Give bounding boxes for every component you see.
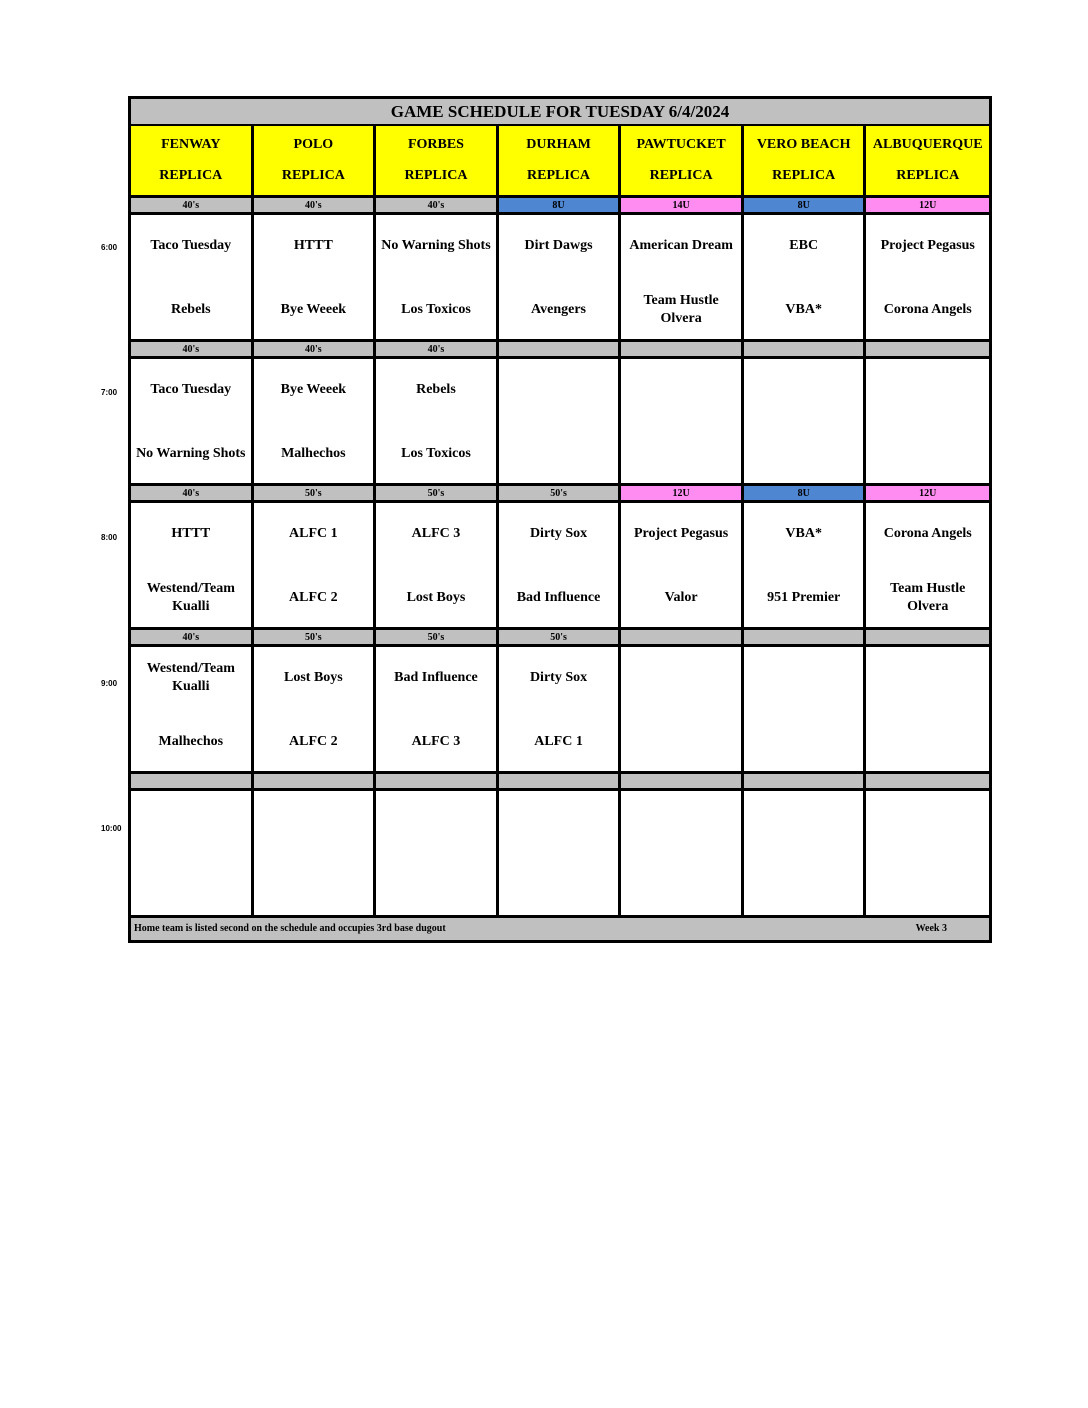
away-team: Bad Influence bbox=[394, 670, 478, 685]
field-sub: REPLICA bbox=[527, 167, 591, 183]
home-team bbox=[623, 866, 739, 906]
game-cell bbox=[866, 215, 989, 342]
division-badge bbox=[621, 342, 744, 359]
division-badge bbox=[254, 774, 377, 791]
field-name: POLO bbox=[293, 137, 334, 153]
away-team: Lost Boys bbox=[284, 670, 343, 685]
game-cell bbox=[131, 215, 254, 342]
game-cell bbox=[131, 503, 254, 630]
game-cell bbox=[744, 215, 867, 342]
division-badge bbox=[744, 630, 867, 647]
footer-note: Home team is listed second on the schedule and occupies 3rd base dugout bbox=[134, 923, 446, 934]
field-sub: REPLICA bbox=[281, 167, 345, 183]
away-team: ALFC 1 bbox=[289, 526, 338, 541]
division-badge: 14U bbox=[621, 198, 744, 215]
away-team: Taco Tuesday bbox=[150, 238, 232, 253]
field-header-fenway bbox=[131, 126, 254, 198]
game-cell bbox=[744, 647, 867, 774]
away-team bbox=[746, 370, 862, 410]
home-team: Los Toxicos bbox=[401, 446, 471, 461]
game-cell bbox=[499, 647, 622, 774]
division-badge: 50's bbox=[499, 486, 622, 503]
game-cell bbox=[254, 359, 377, 486]
time-label-10-00: 10:00 bbox=[101, 824, 122, 833]
away-team: VBA* bbox=[785, 526, 822, 541]
home-team: Valor bbox=[664, 590, 698, 605]
division-badge: 12U bbox=[866, 486, 989, 503]
division-badge bbox=[866, 630, 989, 647]
division-badge bbox=[744, 342, 867, 359]
home-team: Malhechos bbox=[281, 446, 346, 461]
field-sub: REPLICA bbox=[896, 167, 960, 183]
away-team: No Warning Shots bbox=[381, 238, 491, 253]
game-cell bbox=[621, 647, 744, 774]
home-team: VBA* bbox=[785, 302, 822, 317]
home-team: 951 Premier bbox=[767, 590, 841, 605]
field-sub: REPLICA bbox=[649, 167, 713, 183]
home-team: ALFC 2 bbox=[289, 734, 338, 749]
home-team: Corona Angels bbox=[883, 302, 972, 317]
field-sub: REPLICA bbox=[404, 167, 468, 183]
home-team: ALFC 1 bbox=[534, 734, 583, 749]
game-cell bbox=[621, 503, 744, 630]
game-cell bbox=[744, 503, 867, 630]
field-header-row bbox=[131, 126, 989, 198]
home-team: Westend/Team Kualli bbox=[146, 581, 235, 614]
division-badge: 8U bbox=[499, 198, 622, 215]
away-team: Westend/Team Kualli bbox=[146, 661, 235, 694]
game-cell bbox=[376, 503, 499, 630]
field-sub: REPLICA bbox=[159, 167, 223, 183]
field-name: FORBES bbox=[407, 137, 464, 153]
schedule-table bbox=[128, 96, 992, 943]
footer bbox=[131, 918, 989, 940]
division-badge: 50's bbox=[499, 630, 622, 647]
game-cell bbox=[866, 791, 989, 918]
division-badge bbox=[499, 342, 622, 359]
division-badge: 40's bbox=[131, 486, 254, 503]
division-row bbox=[131, 630, 989, 647]
away-team bbox=[868, 658, 987, 698]
home-team: Avengers bbox=[531, 302, 586, 317]
game-cell bbox=[866, 503, 989, 630]
game-cell bbox=[499, 215, 622, 342]
field-sub: REPLICA bbox=[772, 167, 836, 183]
home-team bbox=[623, 722, 739, 762]
field-name: FENWAY bbox=[161, 137, 221, 153]
home-team: Los Toxicos bbox=[401, 302, 471, 317]
time-slots bbox=[131, 198, 989, 918]
away-team: Taco Tuesday bbox=[150, 382, 232, 397]
away-team: Dirt Dawgs bbox=[524, 238, 593, 253]
away-team: Corona Angels bbox=[883, 526, 972, 541]
home-team bbox=[868, 434, 987, 474]
game-cell bbox=[621, 215, 744, 342]
game-cell bbox=[131, 359, 254, 486]
home-team: Bye Weeek bbox=[280, 302, 347, 317]
time-label-7-00: 7:00 bbox=[101, 388, 118, 397]
division-badge: 40's bbox=[131, 342, 254, 359]
away-team: Rebels bbox=[416, 382, 456, 397]
home-team bbox=[746, 722, 862, 762]
game-cell bbox=[499, 359, 622, 486]
division-badge bbox=[131, 774, 254, 791]
field-header-albuquerque bbox=[866, 126, 989, 198]
field-name: ALBUQUERQUE bbox=[872, 137, 983, 153]
game-cell bbox=[866, 647, 989, 774]
time-label-9-00: 9:00 bbox=[101, 679, 118, 688]
time-label-8-00: 8:00 bbox=[101, 533, 118, 542]
division-badge: 12U bbox=[621, 486, 744, 503]
game-cell bbox=[744, 791, 867, 918]
home-team: Team Hustle Olvera bbox=[643, 293, 719, 326]
division-badge: 50's bbox=[376, 630, 499, 647]
field-header-pawtucket bbox=[621, 126, 744, 198]
schedule-title: GAME SCHEDULE FOR TUESDAY 6/4/2024 bbox=[131, 99, 989, 126]
home-team bbox=[868, 722, 987, 762]
division-badge bbox=[744, 774, 867, 791]
away-team bbox=[378, 802, 494, 842]
away-team bbox=[623, 658, 739, 698]
away-team: Dirty Sox bbox=[529, 670, 588, 685]
home-team: Team Hustle Olvera bbox=[890, 581, 966, 614]
division-badge: 50's bbox=[254, 486, 377, 503]
division-badge: 50's bbox=[254, 630, 377, 647]
away-team: HTTT bbox=[293, 238, 333, 253]
division-badge bbox=[499, 774, 622, 791]
field-header-polo bbox=[254, 126, 377, 198]
field-name: VERO BEACH bbox=[756, 137, 851, 153]
away-team bbox=[133, 802, 249, 842]
home-team: Malhechos bbox=[158, 734, 224, 749]
division-badge: 40's bbox=[254, 342, 377, 359]
division-badge: 8U bbox=[744, 198, 867, 215]
division-badge: 40's bbox=[131, 630, 254, 647]
home-team bbox=[501, 866, 617, 906]
division-badge: 40's bbox=[376, 198, 499, 215]
away-team bbox=[746, 658, 862, 698]
game-cell bbox=[376, 647, 499, 774]
division-badge: 8U bbox=[744, 486, 867, 503]
away-team bbox=[623, 370, 739, 410]
game-cell bbox=[499, 791, 622, 918]
division-badge: 50's bbox=[376, 486, 499, 503]
away-team: Project Pegasus bbox=[880, 238, 975, 253]
away-team bbox=[501, 802, 617, 842]
away-team: ALFC 3 bbox=[411, 526, 461, 541]
division-badge bbox=[376, 774, 499, 791]
home-team: Bad Influence bbox=[516, 590, 601, 605]
away-team bbox=[623, 802, 739, 842]
game-cell bbox=[376, 791, 499, 918]
division-row bbox=[131, 198, 989, 215]
away-team: American Dream bbox=[629, 238, 733, 253]
game-cell bbox=[254, 215, 377, 342]
game-cell bbox=[621, 791, 744, 918]
field-header-vero-beach bbox=[744, 126, 867, 198]
away-team: HTTT bbox=[171, 526, 211, 541]
division-badge bbox=[621, 630, 744, 647]
division-badge: 40's bbox=[131, 198, 254, 215]
game-cell bbox=[254, 503, 377, 630]
division-row bbox=[131, 486, 989, 503]
division-row bbox=[131, 774, 989, 791]
field-name: PAWTUCKET bbox=[636, 137, 726, 153]
division-badge: 12U bbox=[866, 198, 989, 215]
division-row bbox=[131, 342, 989, 359]
game-cell bbox=[376, 215, 499, 342]
away-team bbox=[746, 802, 862, 842]
home-team bbox=[746, 866, 862, 906]
home-team bbox=[746, 434, 862, 474]
home-team bbox=[868, 866, 987, 906]
game-row bbox=[131, 503, 989, 630]
field-header-durham bbox=[499, 126, 622, 198]
away-team: EBC bbox=[789, 238, 819, 253]
game-cell bbox=[131, 791, 254, 918]
away-team bbox=[256, 802, 372, 842]
game-cell bbox=[621, 359, 744, 486]
home-team bbox=[378, 866, 494, 906]
week-label: Week 3 bbox=[915, 923, 947, 934]
game-cell bbox=[376, 359, 499, 486]
home-team: Rebels bbox=[170, 302, 211, 317]
game-cell bbox=[866, 359, 989, 486]
game-cell bbox=[744, 359, 867, 486]
time-label-6-00: 6:00 bbox=[101, 243, 118, 252]
home-team: Lost Boys bbox=[406, 590, 466, 605]
home-team bbox=[256, 866, 372, 906]
game-cell bbox=[254, 791, 377, 918]
home-team: ALFC 3 bbox=[411, 734, 461, 749]
game-row bbox=[131, 215, 989, 342]
division-badge: 40's bbox=[376, 342, 499, 359]
home-team: ALFC 2 bbox=[289, 590, 338, 605]
field-header-forbes bbox=[376, 126, 499, 198]
game-cell bbox=[254, 647, 377, 774]
game-row bbox=[131, 359, 989, 486]
division-badge bbox=[866, 342, 989, 359]
away-team bbox=[868, 370, 987, 410]
game-row bbox=[131, 647, 989, 774]
game-cell bbox=[499, 503, 622, 630]
division-badge bbox=[866, 774, 989, 791]
field-name: DURHAM bbox=[526, 137, 591, 153]
game-cell bbox=[131, 647, 254, 774]
game-row bbox=[131, 791, 989, 918]
home-team bbox=[623, 434, 739, 474]
away-team: Dirty Sox bbox=[529, 526, 588, 541]
home-team bbox=[133, 866, 249, 906]
away-team bbox=[868, 802, 987, 842]
home-team: No Warning Shots bbox=[136, 446, 246, 461]
home-team bbox=[501, 434, 617, 474]
away-team bbox=[501, 370, 617, 410]
away-team: Project Pegasus bbox=[633, 526, 729, 541]
division-badge: 40's bbox=[254, 198, 377, 215]
division-badge bbox=[621, 774, 744, 791]
away-team: Bye Weeek bbox=[280, 382, 347, 397]
